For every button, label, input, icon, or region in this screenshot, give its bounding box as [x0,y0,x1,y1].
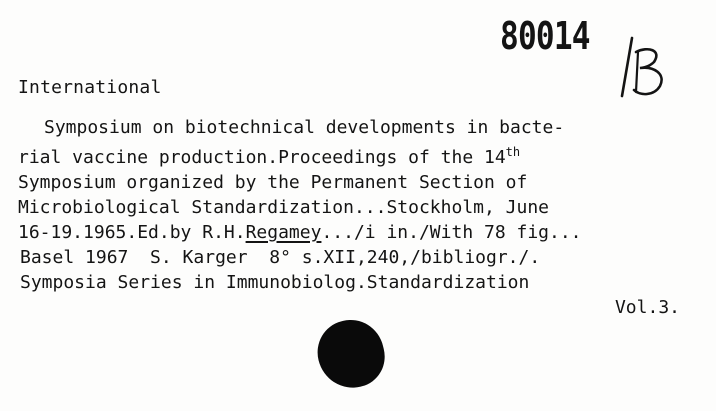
entry-line-5-b: .../i in./With 78 fig... [321,222,582,243]
entry-line-2-text: rial vaccine production.Proceedings of the 14 [18,147,506,168]
entry-line-3: Symposium organized by the Permanent Section of [18,172,528,193]
entry-line-2 [18,140,714,170]
superscript-th: th [505,145,521,159]
punch-hole-blot [311,313,391,395]
entry-line-4: Microbiological Standardization...Stockholm, June [18,197,550,218]
imprint-line: Basel 1967 S. Karger 8° s.XII,240,/bibliogr./. [20,247,541,268]
editor-name-underlined: Regamey [245,222,322,243]
entry-line-5 [18,220,714,245]
series-line: Symposia Series in Immunobiolog.Standardization [20,272,530,293]
catalog-number: 80014 [500,14,590,58]
entry-line-1: Symposium on biotechnical developments in bacte- [44,117,565,138]
volume-line: Vol.3. [614,297,680,318]
bibliographic-entry [18,115,714,320]
handwritten-b-mark [618,34,672,100]
heading-international: International [18,77,162,98]
entry-line-5-a: 16-19.1965.Ed.by R.H. [18,222,246,243]
